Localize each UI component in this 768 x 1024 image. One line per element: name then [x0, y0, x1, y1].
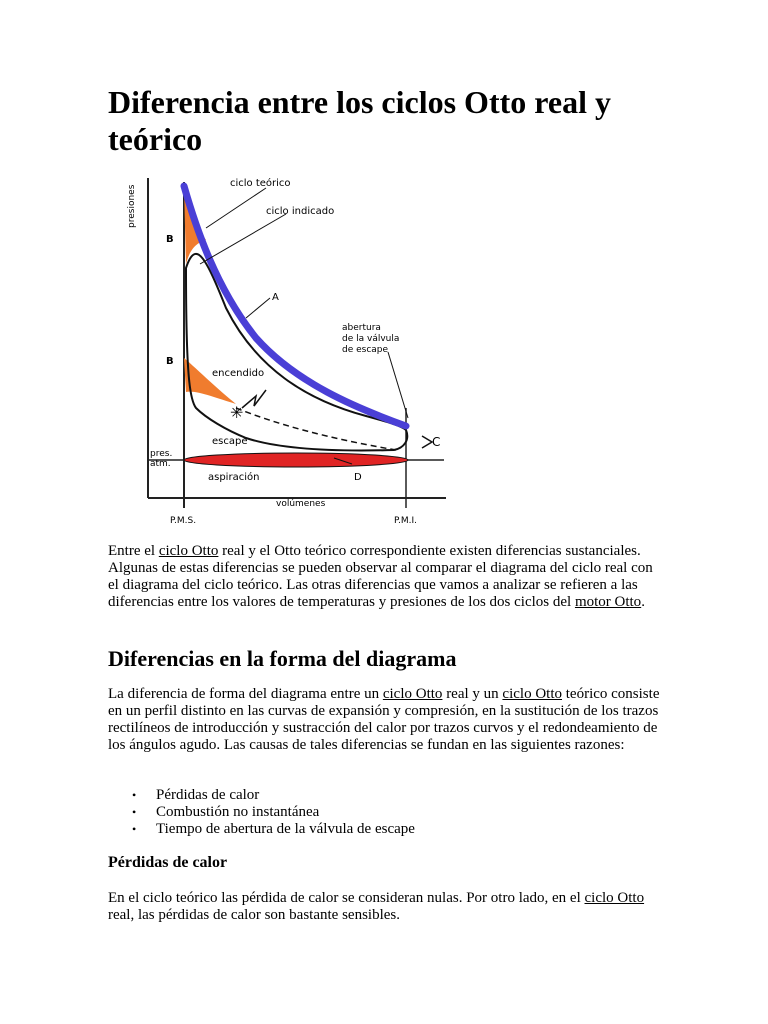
label-encendido: encendido: [212, 368, 265, 379]
aspiration-area: [184, 453, 408, 467]
intro-paragraph: [108, 543, 660, 611]
perdidas-paragraph: [108, 890, 660, 924]
link-ciclo-otto-4[interactable]: ciclo Otto: [584, 890, 645, 906]
list-item: [132, 804, 415, 821]
label-aspiracion: aspiración: [208, 472, 260, 483]
label-ciclo-teorico: ciclo teórico: [230, 178, 291, 189]
section-heading-forma: Diferencias en la forma del diagrama: [108, 646, 457, 671]
label-c: C: [432, 435, 441, 449]
label-pms: P.M.S.: [170, 516, 197, 526]
intro-text-2: real y el Otto teórico correspondiente existen diferencias sustanciales. Algunas de estas diferencias se pueden observar al comparar el diagrama del ciclo real con el diagrama del ciclo teórico. Las otras diferencias que vamos a analizar se refieren a las diferencias entre los valores de temperaturas y presiones de los dos ciclos del: [108, 543, 653, 610]
perdidas-text-1: En el ciclo teórico las pérdida de calor se consideran nulas. Por otro lado, en el: [108, 890, 585, 906]
forma-text-2: real y un: [442, 686, 503, 702]
label-abertura-1: abertura: [342, 323, 381, 333]
label-escape: escape: [212, 436, 248, 447]
section-heading-perdidas: Pérdidas de calor: [108, 854, 228, 871]
list-item: [132, 821, 415, 838]
x-axis-label: volúmenes: [276, 499, 326, 509]
y-axis-label: presiones: [127, 184, 137, 228]
reasons-list: [108, 787, 415, 838]
label-abertura-3: de escape: [342, 345, 389, 355]
label-a: A: [272, 292, 279, 303]
link-ciclo-otto-3[interactable]: ciclo Otto: [502, 686, 562, 702]
spark-bolt: [242, 390, 266, 408]
intro-text-3: .: [641, 594, 645, 610]
list-item-text: Tiempo de abertura de la válvula de escape: [156, 821, 415, 837]
leader-c: [422, 436, 432, 448]
label-b-top: B: [166, 234, 174, 245]
label-pmi: P.M.I.: [394, 516, 418, 526]
label-pres: pres.: [150, 449, 173, 459]
list-item-text: Combustión no instantánea: [156, 804, 320, 820]
perdidas-text-2: real, las pérdidas de calor son bastante sensibles.: [108, 907, 400, 923]
forma-text-1: La diferencia de forma del diagrama entre un: [108, 686, 383, 702]
list-item: [132, 787, 415, 804]
label-atm: atm.: [150, 459, 171, 469]
forma-text-3: teórico consiste en un perfil distinto en las curvas de expansión y compresión, en la sustitución de los trazos rectilíneos de introducción y sustracción del calor por trazos curvos y el redondeamiento de los ángulos agudo. Las causas de tales diferencias se fundan en las siguientes razones:: [108, 686, 660, 753]
bullet-icon: •: [132, 805, 137, 819]
bullet-icon: •: [132, 822, 137, 836]
leader-ciclo-teorico: [206, 188, 266, 228]
leader-ciclo-indicado: [200, 214, 286, 264]
label-abertura-2: de la válvula: [342, 334, 400, 344]
leader-abertura: [388, 352, 408, 418]
pv-diagram-svg: [126, 168, 466, 530]
page-title: Diferencia entre los ciclos Otto real y teórico: [108, 84, 611, 157]
label-ciclo-indicado: ciclo indicado: [266, 206, 335, 217]
link-ciclo-otto-2[interactable]: ciclo Otto: [382, 686, 443, 702]
otto-cycle-diagram: [126, 168, 466, 530]
link-ciclo-otto[interactable]: ciclo Otto: [158, 543, 219, 559]
intro-text-1: Entre el: [108, 543, 159, 559]
label-b-bottom: B: [166, 356, 174, 367]
forma-paragraph: [108, 686, 660, 754]
label-d: D: [354, 472, 362, 483]
spark-icon: ✳: [230, 403, 244, 422]
link-motor-otto[interactable]: motor Otto: [574, 594, 642, 610]
list-item-text: Pérdidas de calor: [156, 787, 260, 803]
bullet-icon: •: [132, 788, 137, 802]
leader-a: [246, 298, 270, 318]
